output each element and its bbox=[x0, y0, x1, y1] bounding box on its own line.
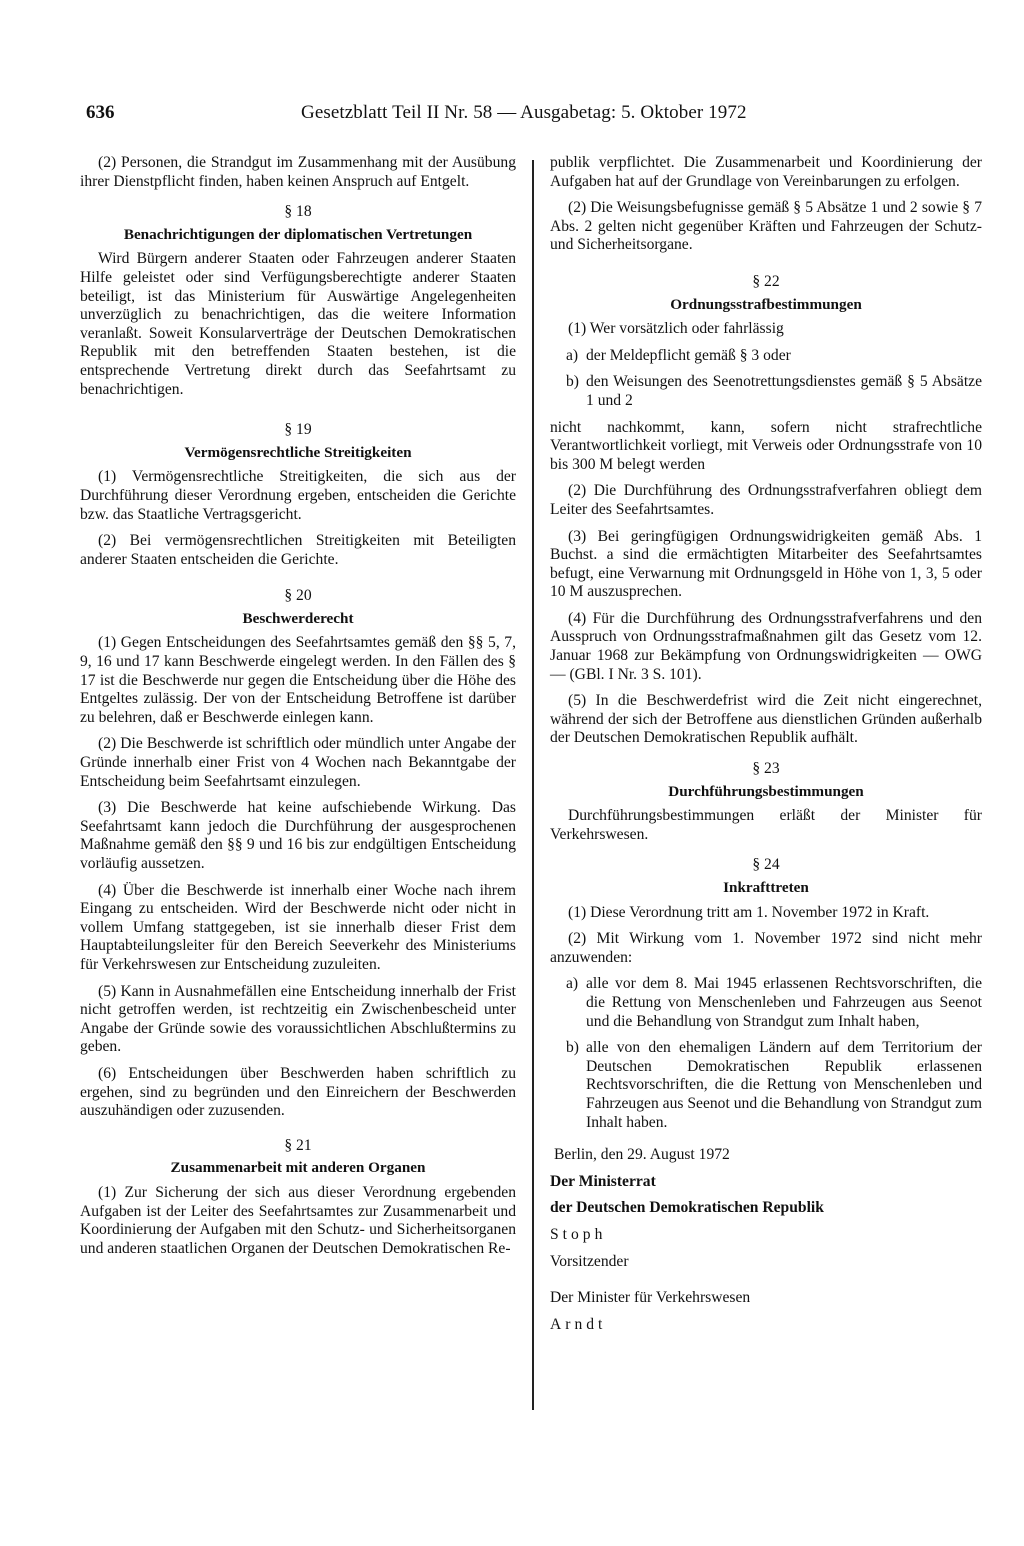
list-item-text: den Weisungen des Seenotrettungsdienstes gemäß § 5 Absätze 1 und 2 bbox=[586, 373, 982, 409]
section-22-paragraph-1: (1) Wer vorsätzlich oder fahrlässig bbox=[568, 320, 784, 338]
list-item-label: b) bbox=[566, 373, 579, 391]
right-column bbox=[550, 154, 982, 1342]
section-20-number: § 20 bbox=[284, 587, 312, 605]
signatory-role-chairman: Vorsitzender bbox=[550, 1252, 629, 1270]
section-22-paragraph-4: (4) Für die Durchführung des Ordnungsstrafverfahrens und den Ausspruch von Ordnungsstrafmaßnahmen gilt das Gesetz vom 12. Januar 1968 zur Bekämpfung von Ordnungswidrigkeiten — OWG — (GBl. I Nr. 3 S. 101). bbox=[550, 609, 982, 683]
section-23-title: Durchführungsbestimmungen bbox=[668, 782, 864, 800]
section-21-paragraph-1-continued: publik verpflichtet. Die Zusammenarbeit und Koordinierung der Aufgaben hat auf der Grundlage von Vereinbarungen zu erfolgen. bbox=[550, 154, 982, 190]
signatory-role-minister: Der Minister für Verkehrswesen bbox=[550, 1289, 751, 1307]
list-item-label: a) bbox=[566, 346, 579, 364]
list-item bbox=[550, 975, 982, 1031]
list-item-label: b) bbox=[566, 1039, 579, 1057]
signatory-body-line-1: Der Ministerrat bbox=[550, 1172, 656, 1190]
list-item-text: der Meldepflicht gemäß § 3 oder bbox=[586, 346, 791, 364]
list-item-text: alle vor dem 8. Mai 1945 erlassenen Rechtsvorschriften, die die Rettung von Menschenleben und Fahrzeugen aus Seenot und die Behandlung von Strandgut zum Inhalt haben, bbox=[586, 975, 982, 1030]
section-19-paragraph-1: (1) Vermögensrechtliche Streitigkeiten, die sich aus der Durchführung dieser Verordnung ergeben, entscheiden die Gerichte bzw. das Staatliche Vertragsgericht. bbox=[80, 468, 516, 523]
section-20-paragraph-1: (1) Gegen Entscheidungen des Seefahrtsamtes gemäß den §§ 5, 7, 9, 16 und 17 kann Beschwerde eingelegt werden. In den Fällen des § 17 ist die Beschwerde nur gegen die Entscheidung über die Höhe des Entgeltes zulässig. Der von der Entscheidung Betroffene ist darüber zu belehren, daß er Beschwerde einlegen kann. bbox=[80, 634, 516, 726]
signature-block bbox=[550, 1146, 982, 1334]
signatory-name-arndt: Arndt bbox=[550, 1315, 607, 1333]
section-20-paragraph-6: (6) Entscheidungen über Beschwerden haben schriftlich zu ergehen, sind zu begründen und den Einreichern der Beschwerden auszuhändigen oder zuzusenden. bbox=[80, 1064, 516, 1120]
list-item bbox=[550, 373, 982, 410]
page-number: 636 bbox=[86, 102, 115, 123]
section-21-paragraph-1: (1) Zur Sicherung der sich aus dieser Verordnung ergebenden Aufgaben ist der Leiter des Seefahrtsamtes zur Zusammenarbeit und Koordinierung der Aufgaben mit den Schutz- und Sicherheitsorganen und anderen staatlichen Organen der Deutschen Demokratischen Re- bbox=[80, 1183, 516, 1257]
section-22-paragraph-5: (5) In die Beschwerdefrist wird die Zeit nicht eingerechnet, während der sich der Betroffene aus dienstlichen Gründen außerhalb der Deutschen Demokratischen Republik aufhält. bbox=[550, 692, 982, 747]
section-20-paragraph-3: (3) Die Beschwerde hat keine aufschiebende Wirkung. Das Seefahrtsamt kann jedoch die Durchführung der ausgesprochenen Maßnahme gemäß den §§ 9 und 16 bis zur endgültigen Entscheidung vorläufig aussetzen. bbox=[80, 799, 516, 872]
signatory-name-stoph: Stoph bbox=[550, 1225, 607, 1243]
section-22-paragraph-3: (3) Bei geringfügigen Ordnungswidrigkeiten gemäß Abs. 1 Buchst. a sind die ermächtigten Mitarbeiter des Seefahrtsamtes befugt, eine Verwarnung mit Ordnungsgeld in Höhe von 1, 3, 5 oder 10 M auszusprechen. bbox=[550, 527, 982, 601]
list-item bbox=[550, 1039, 982, 1132]
section-23-paragraph: Durchführungsbestimmungen erläßt der Minister für Verkehrswesen. bbox=[550, 807, 982, 843]
section-21-title: Zusammenarbeit mit anderen Organen bbox=[170, 1159, 426, 1177]
section-22-paragraph-1-continued: nicht nachkommt, kann, sofern nicht strafrechtliche Verantwortlichkeit vorliegt, mit Verweis oder Ordnungsstrafe von 10 bis 300 M belegt werden bbox=[550, 418, 982, 473]
section-20-paragraph-2: (2) Die Beschwerde ist schriftlich oder mündlich unter Angabe der Gründe innerhalb einer Frist von 4 Wochen nach Bekanntgabe der Entscheidung beim Seefahrtsamt einzulegen. bbox=[80, 735, 516, 790]
section-22-title: Ordnungsstrafbestimmungen bbox=[670, 295, 862, 313]
section-18-paragraph: Wird Bürgern anderer Staaten oder Fahrzeugen anderer Staaten Hilfe geleistet oder sind Verfügungsberechtigte anderer Staaten beteiligt, ist das Ministerium für Auswärtige Angelegenheiten unverzüglich zu benachrichtigen, das die weitere Information veranlaßt. Soweit Konsularverträge der Deutschen Demokratischen Republik mit den betreffenden Staaten bestehen, ist die entsprechende Vertretung direkt durch das Seefahrtsamt zu benachrichtigen. bbox=[80, 250, 516, 398]
gazette-title: Gesetzblatt Teil II Nr. 58 — Ausgabetag: 5. Oktober 1972 bbox=[301, 102, 747, 123]
left-column bbox=[80, 154, 516, 1266]
list-item bbox=[550, 347, 982, 366]
section-24-paragraph-2: (2) Mit Wirkung vom 1. November 1972 sind nicht mehr anzuwenden: bbox=[550, 930, 982, 966]
section-20-title: Beschwerderecht bbox=[242, 609, 354, 627]
list-item-label: a) bbox=[566, 975, 579, 993]
page-header bbox=[68, 102, 984, 132]
section-24-paragraph-1: (1) Diese Verordnung tritt am 1. November 1972 in Kraft. bbox=[568, 903, 930, 921]
section-20-paragraph-4: (4) Über die Beschwerde ist innerhalb einer Woche nach ihrem Eingang zu entscheiden. Wird der Beschwerde nicht oder nicht in vollem Umfang stattgegeben, ist sie innerhalb dieser Frist dem Hauptabteilungsleiter für den Bereich Seeverkehr des Ministeriums für Verkehrswesen zur Entscheidung zuzuleiten. bbox=[80, 881, 516, 973]
section-23-number: § 23 bbox=[752, 760, 780, 778]
date-line: Berlin, den 29. August 1972 bbox=[554, 1146, 730, 1164]
section-19-number: § 19 bbox=[284, 421, 312, 439]
section-19-paragraph-2: (2) Bei vermögensrechtlichen Streitigkeiten mit Beteiligten anderer Staaten entscheiden die Gerichte. bbox=[80, 532, 516, 568]
list-item-text: alle von den ehemaligen Ländern auf dem Territorium der Deutschen Demokratischen Republik erlassenen Rechtsvorschriften, die die Rettung von Menschenleben und Fahrzeugen aus Seenot und die Behandlung von Strandgut zum Inhalt haben. bbox=[586, 1039, 982, 1131]
section-18-number: § 18 bbox=[284, 203, 312, 221]
section-21-paragraph-2: (2) Die Weisungsbefugnisse gemäß § 5 Absätze 1 und 2 sowie § 7 Abs. 2 gelten nicht gegenüber Kräften und Fahrzeugen der Schutz- und Sicherheitsorgane. bbox=[550, 199, 982, 254]
section-20-paragraph-5: (5) Kann in Ausnahmefällen eine Entscheidung innerhalb der Frist nicht getroffen werden, ist rechtzeitig ein Zwischenbescheid unter Angabe der Gründe sowie des voraussichtlichen Abschlußtermins zu geben. bbox=[80, 982, 516, 1056]
section-18-title: Benachrichtigungen der diplomatischen Vertretungen bbox=[123, 225, 473, 243]
section-22-paragraph-2: (2) Die Durchführung des Ordnungsstrafverfahren obliegt dem Leiter des Seefahrtsamtes. bbox=[550, 482, 982, 518]
section-24-title: Inkrafttreten bbox=[723, 879, 809, 896]
signatory-body-line-2: der Deutschen Demokratischen Republik bbox=[550, 1199, 824, 1217]
section-22-number: § 22 bbox=[752, 272, 780, 290]
column-divider bbox=[532, 160, 534, 1410]
section-21-number: § 21 bbox=[284, 1136, 312, 1154]
section-24-number: § 24 bbox=[752, 856, 780, 874]
section-19-title: Vermögensrechtliche Streitigkeiten bbox=[184, 443, 412, 461]
paragraph-17-2: (2) Personen, die Strandgut im Zusammenhang mit der Ausübung ihrer Dienstpflicht finden, haben keinen Anspruch auf Entgelt. bbox=[80, 154, 516, 190]
